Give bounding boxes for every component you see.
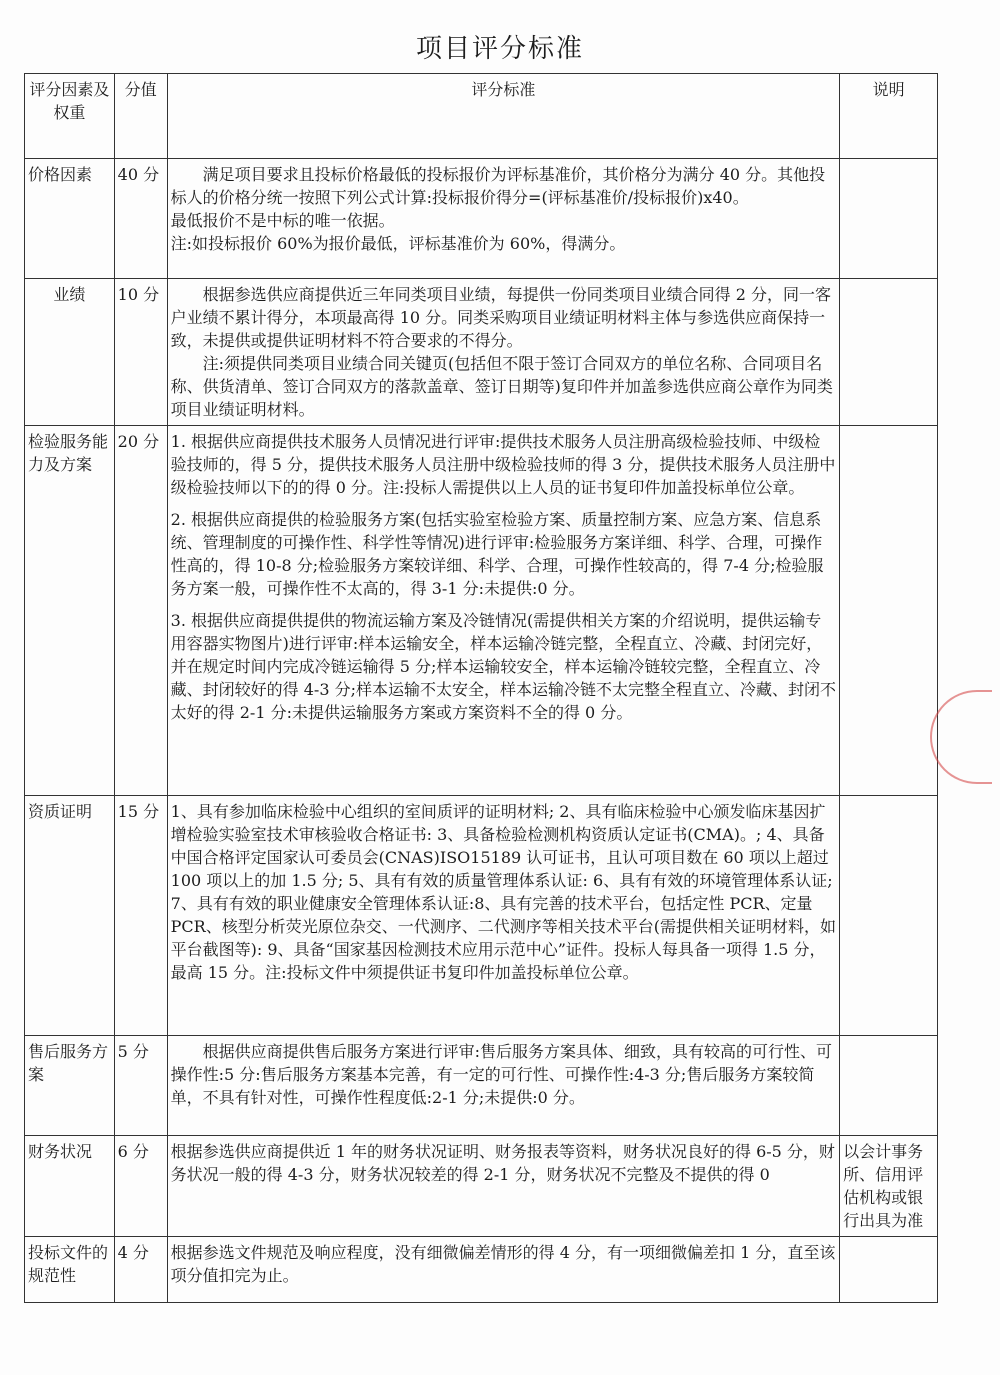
standard-paragraph: 3. 根据供应商提供提供的物流运输方案及冷链情况(需提供相关方案的介绍说明，提供运输专用容器实物图片)进行评审:样本运输安全，样本运输冷链完整，全程直立、冷藏、封闭完好，并在规定时间内完成冷链运输得 5 分;样本运输较安全，样本运输冷链较完整，全程直立、冷藏、封闭较好的得 4-3 分;样本运输不太安全，样本运输冷链不太完整全程直立、冷藏、封闭不太好的得 2-1 分:未提供运输服务方案或方案资料不全的得 0 分。 [170, 611, 836, 722]
standard-paragraph: 根据供应商提供售后服务方案进行评审:售后服务方案具体、细致，具有较高的可行性、可操作性:5 分:售后服务方案基本完善，有一定的可行性、可操作性:4-3 分;售后服务方案较简单，不具有针对性，可操作性程度低:2-1 分;未提供:0 分。 [170, 1042, 833, 1107]
standard-cell [167, 1237, 840, 1303]
header-standard: 评分标准 [167, 74, 840, 159]
red-seal-stamp-fragment [930, 690, 992, 784]
standard-cell [167, 796, 840, 1036]
standard-paragraph: 注:须提供同类项目业绩合同关键页(包括但不限于签订合同双方的单位名称、合同项目名称、供货清单、签订合同双方的落款盖章、签订日期等)复印件并加盖参选供应商公章作为同类项目业绩证明材料。 [170, 354, 833, 419]
table-row [25, 159, 938, 279]
table-row [25, 1136, 938, 1237]
header-score: 分值 [114, 74, 167, 159]
table-row [25, 426, 938, 796]
factor-cell: 价格因素 [25, 159, 115, 279]
factor-cell: 售后服务方案 [25, 1036, 115, 1136]
note-cell [840, 1036, 938, 1136]
score-cell: 6 分 [114, 1136, 167, 1237]
header-row [25, 74, 938, 159]
standard-cell [167, 159, 840, 279]
standard-paragraph: 1. 根据供应商提供技术服务人员情况进行评审:提供技术服务人员注册高级检验技师、中级检验技师的，得 5 分，提供技术服务人员注册中级检验技师的得 3 分，提供技术服务人员注册中级检验技师以下的的得 0 分。注:投标人需提供以上人员的证书复印件加盖投标单位公章。 [170, 432, 836, 497]
standard-paragraph: 注:如投标报价 60%为报价最低，评标基准价为 60%，得满分。 [170, 234, 626, 253]
note-cell [840, 1237, 938, 1303]
standard-paragraph: 根据参选供应商提供近 1 年的财务状况证明、财务报表等资料，财务状况良好的得 6-5 分，财务状况一般的得 4-3 分，财务状况较差的得 2-1 分，财务状况不完整及不提供的得 0 [170, 1142, 835, 1184]
standard-cell [167, 426, 840, 796]
note-cell: 以会计事务所、信用评估机构或银行出具为准 [840, 1136, 938, 1237]
standard-paragraph: 最低报价不是中标的唯一依据。 [170, 211, 395, 230]
score-cell: 20 分 [114, 426, 167, 796]
table-row [25, 279, 938, 426]
score-cell: 40 分 [114, 159, 167, 279]
score-cell: 4 分 [114, 1237, 167, 1303]
note-cell [840, 279, 938, 426]
standard-paragraph: 满足项目要求且投标价格最低的投标报价为评标基准价，其价格分为满分 40 分。其他投标人的价格分统一按照下列公式计算:投标报价得分=(评标基准价/投标报价)x40。 [170, 165, 826, 207]
score-cell: 5 分 [114, 1036, 167, 1136]
score-cell: 15 分 [114, 796, 167, 1036]
header-factor: 评分因素及权重 [25, 74, 115, 159]
note-cell [840, 796, 938, 1036]
header-note: 说明 [840, 74, 938, 159]
factor-cell: 业绩 [25, 279, 115, 426]
factor-cell: 检验服务能力及方案 [25, 426, 115, 796]
factor-cell: 投标文件的规范性 [25, 1237, 115, 1303]
standard-cell [167, 1136, 840, 1237]
scoring-table [24, 73, 938, 1303]
table-row [25, 1237, 938, 1303]
table-row [25, 796, 938, 1036]
standard-cell [167, 1036, 840, 1136]
standard-paragraph: 2. 根据供应商提供的检验服务方案(包括实验室检验方案、质量控制方案、应急方案、信息系统、管理制度的可操作性、科学性等情况)进行评审:检验服务方案详细、科学、合理，可操作性高的，得 10-8 分;检验服务方案较详细、科学、合理，可操作性较高的，得 7-4 分;检验服务方案一般，可操作性不太高的，得 3-1 分:未提供:0 分。 [170, 510, 824, 598]
standard-paragraph: 根据参选文件规范及响应程度，没有细微偏差情形的得 4 分，有一项细微偏差扣 1 分，直至该项分值扣完为止。 [170, 1243, 836, 1285]
standard-paragraph: 根据参选供应商提供近三年同类项目业绩，每提供一份同类项目业绩合同得 2 分，同一客户业绩不累计得分，本项最高得 10 分。同类采购项目业绩证明材料主体与参选供应商保持一致，未提供或提供证明材料不符合要求的不得分。 [170, 285, 831, 350]
factor-cell: 财务状况 [25, 1136, 115, 1237]
note-cell [840, 159, 938, 279]
page-title: 项目评分标准 [415, 34, 584, 64]
factor-cell: 资质证明 [25, 796, 115, 1036]
standard-paragraph: 1、具有参加临床检验中心组织的室间质评的证明材料; 2、具有临床检验中心颁发临床基因扩增检验实验室技术审核验收合格证书: 3、具备检验检测机构资质认定证书(CMA)。; 4、具备中国合格评定国家认可委员会(CNAS)ISO15189 认可证书，且认可项目数在 60 项以上超过 100 项以上的加 1.5 分; 5、具有有效的质量管理体系认证: 6、具有有效的环境管理体系认证; 7、具有有效的职业健康安全管理体系认证:8、具有完善的技术平台，包括定性 PCR、定量 PCR、核型分析荧光原位杂交、一代测序、二代测序等相关技术平台(需提供相关证明材料，如平台截图等): 9、具备“国家基因检测技术应用示范中心”证件。投标人每具备一项得 1.5 分，最高 15 分。注:投标文件中须提供证书复印件加盖投标单位公章。 [170, 802, 836, 982]
standard-cell [167, 279, 840, 426]
score-cell: 10 分 [114, 279, 167, 426]
table-row [25, 1036, 938, 1136]
note-cell [840, 426, 938, 796]
